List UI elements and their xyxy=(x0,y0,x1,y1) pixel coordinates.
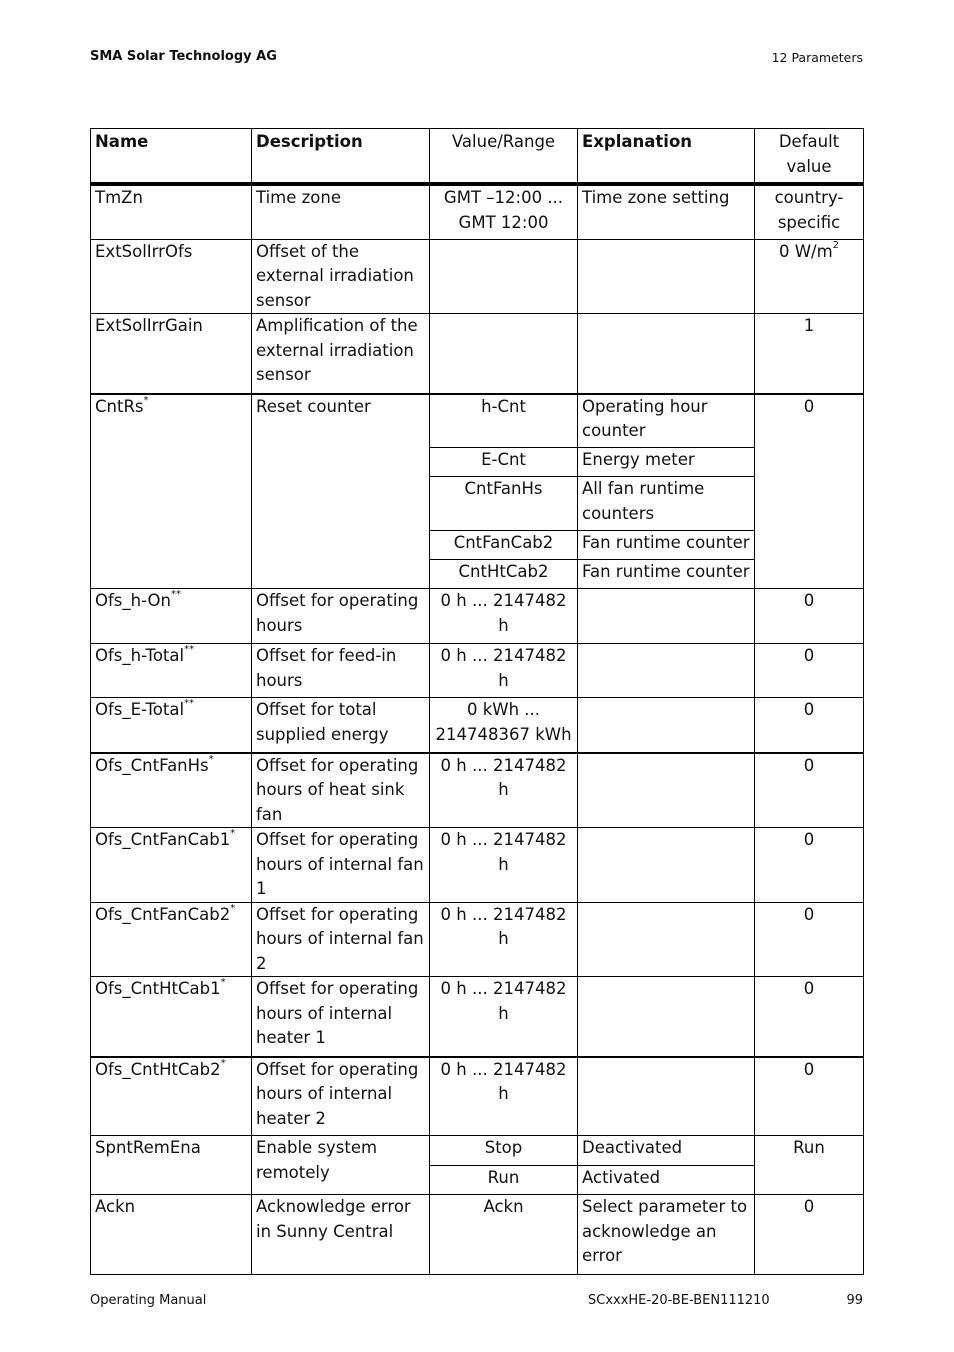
param-explanation: All fan runtime counters xyxy=(578,477,755,531)
footnote-mark: * xyxy=(230,828,236,839)
param-value-range xyxy=(430,314,578,394)
section-title: 12 Parameters xyxy=(771,50,863,65)
param-value-range: GMT –12:00 ... GMT 12:00 xyxy=(430,184,578,239)
param-description: Offset for feed-in hours xyxy=(252,644,430,698)
param-explanation xyxy=(578,1057,755,1136)
page-number: 99 xyxy=(846,1293,863,1308)
param-explanation xyxy=(578,589,755,644)
param-name-text: CntRs xyxy=(95,396,144,416)
param-default: 0 xyxy=(755,1057,864,1136)
param-name: Ackn xyxy=(91,1195,252,1275)
param-name xyxy=(91,977,252,1057)
param-value-range: h-Cnt xyxy=(430,394,578,448)
param-explanation xyxy=(578,902,755,977)
param-explanation: Energy meter xyxy=(578,448,755,477)
param-explanation xyxy=(578,644,755,698)
footnote-mark: ** xyxy=(170,589,181,600)
param-description: Acknowledge error in Sunny Central xyxy=(252,1195,430,1275)
footnote-mark: ** xyxy=(184,698,195,709)
param-description: Offset of the external irradiation sensor xyxy=(252,239,430,314)
company-name: SMA Solar Technology AG xyxy=(90,49,277,64)
param-description: Offset for operating hours of internal fan 2 xyxy=(252,902,430,977)
param-description: Offset for operating hours of internal heater 1 xyxy=(252,977,430,1057)
param-default xyxy=(755,239,864,314)
column-header-explanation: Explanation xyxy=(578,129,755,185)
param-explanation: Activated xyxy=(578,1166,755,1195)
table-row xyxy=(91,1057,864,1136)
param-explanation xyxy=(578,698,755,753)
param-description: Offset for operating hours of heat sink fan xyxy=(252,753,430,828)
param-default: 0 xyxy=(755,589,864,644)
param-name xyxy=(91,1057,252,1136)
table-row xyxy=(91,1195,864,1275)
param-name xyxy=(91,828,252,903)
table-row xyxy=(91,314,864,394)
param-name-text: Ofs_CntHtCab2 xyxy=(95,1059,221,1079)
param-value-range: 0 h ... 2147482 h xyxy=(430,977,578,1057)
param-explanation: Operating hour counter xyxy=(578,394,755,448)
param-name: ExtSolIrrOfs xyxy=(91,239,252,314)
param-explanation xyxy=(578,239,755,314)
param-name xyxy=(91,644,252,698)
param-value-range: CntFanCab2 xyxy=(430,531,578,560)
param-explanation xyxy=(578,753,755,828)
param-description: Reset counter xyxy=(252,394,430,589)
param-value-range: CntHtCab2 xyxy=(430,560,578,589)
param-default: Run xyxy=(755,1136,864,1195)
param-value-range: 0 h ... 2147482 h xyxy=(430,644,578,698)
param-value-range: 0 h ... 2147482 h xyxy=(430,828,578,903)
table-row xyxy=(91,589,864,644)
param-value-range: 0 h ... 2147482 h xyxy=(430,589,578,644)
param-default: 0 xyxy=(755,902,864,977)
param-explanation xyxy=(578,977,755,1057)
param-description: Amplification of the external irradiation sensor xyxy=(252,314,430,394)
param-description: Time zone xyxy=(252,184,430,239)
parameters-table xyxy=(90,128,864,1275)
param-name-text: Ofs_CntFanCab1 xyxy=(95,830,231,849)
table-header-row xyxy=(91,129,864,185)
column-header-value-range: Value/Range xyxy=(430,129,578,185)
param-name: TmZn xyxy=(91,184,252,239)
param-name: SpntRemEna xyxy=(91,1136,252,1195)
param-explanation: Fan runtime counter xyxy=(578,531,755,560)
param-default: country-specific xyxy=(755,184,864,239)
param-value-range: Ackn xyxy=(430,1195,578,1275)
param-name-text: Ofs_h-On xyxy=(95,591,171,610)
param-explanation: Time zone setting xyxy=(578,184,755,239)
param-explanation: Deactivated xyxy=(578,1136,755,1166)
table-row xyxy=(91,828,864,903)
column-header-name: Name xyxy=(91,129,252,185)
param-default: 0 xyxy=(755,698,864,753)
param-default: 0 xyxy=(755,753,864,828)
param-name xyxy=(91,902,252,977)
table-row xyxy=(91,753,864,828)
param-description: Offset for total supplied energy xyxy=(252,698,430,753)
table-row xyxy=(91,239,864,314)
param-name-text: Ofs_CntFanHs xyxy=(95,755,209,775)
param-default-text: 0 W/m xyxy=(778,241,833,261)
column-header-default: Default value xyxy=(755,129,864,185)
param-name-text: Ofs_h-Total xyxy=(95,646,185,665)
table-row xyxy=(91,977,864,1057)
param-default: 0 xyxy=(755,828,864,903)
param-default: 0 xyxy=(755,977,864,1057)
footnote-mark: * xyxy=(208,753,214,765)
table-row xyxy=(91,902,864,977)
param-value-range: Run xyxy=(430,1166,578,1195)
param-explanation xyxy=(578,828,755,903)
value-line: 0 kWh ... xyxy=(466,700,541,719)
table-row xyxy=(91,394,864,448)
param-description: Enable system remotely xyxy=(252,1136,430,1195)
param-description: Offset for operating hours of internal fan 1 xyxy=(252,828,430,903)
param-explanation: Fan runtime counter xyxy=(578,560,755,589)
column-header-description: Description xyxy=(252,129,430,185)
table-row xyxy=(91,1136,864,1166)
param-name: ExtSolIrrGain xyxy=(91,314,252,394)
param-default: 0 xyxy=(755,1195,864,1275)
param-value-range: 0 h ... 2147482 h xyxy=(430,902,578,977)
param-explanation: Select parameter to acknowledge an error xyxy=(578,1195,755,1275)
param-value-range: Stop xyxy=(430,1136,578,1166)
param-value-range xyxy=(430,239,578,314)
value-line: 214748367 kWh xyxy=(435,724,572,744)
param-default: 0 xyxy=(755,644,864,698)
param-description: Offset for operating hours xyxy=(252,589,430,644)
param-name xyxy=(91,589,252,644)
param-default: 0 xyxy=(755,394,864,589)
param-name xyxy=(91,698,252,753)
param-name-text: Ofs_CntFanCab2 xyxy=(95,904,231,924)
param-description: Offset for operating hours of internal heater 2 xyxy=(252,1057,430,1136)
param-explanation xyxy=(578,314,755,394)
param-name xyxy=(91,394,252,589)
footnote-mark: * xyxy=(143,394,149,406)
param-value-range: E-Cnt xyxy=(430,448,578,477)
param-value-range: 0 h ... 2147482 h xyxy=(430,1057,578,1136)
table-row xyxy=(91,184,864,239)
param-value-range: 0 h ... 2147482 h xyxy=(430,753,578,828)
param-value-range xyxy=(430,698,578,753)
footnote-mark: ** xyxy=(184,644,195,655)
param-name-text: Ofs_CntHtCab1 xyxy=(95,979,221,998)
table-row xyxy=(91,698,864,753)
superscript: 2 xyxy=(832,239,840,251)
footnote-mark: * xyxy=(220,977,226,988)
param-name xyxy=(91,753,252,828)
param-value-range: CntFanHs xyxy=(430,477,578,531)
footer-document-code: SCxxxHE-20-BE-BEN111210 xyxy=(588,1293,770,1308)
param-name-text: Ofs_E-Total xyxy=(95,700,185,719)
table-row xyxy=(91,644,864,698)
footer-manual-title: Operating Manual xyxy=(90,1293,207,1308)
footnote-mark: * xyxy=(220,1057,226,1069)
footnote-mark: * xyxy=(230,902,236,914)
param-default: 1 xyxy=(755,314,864,394)
